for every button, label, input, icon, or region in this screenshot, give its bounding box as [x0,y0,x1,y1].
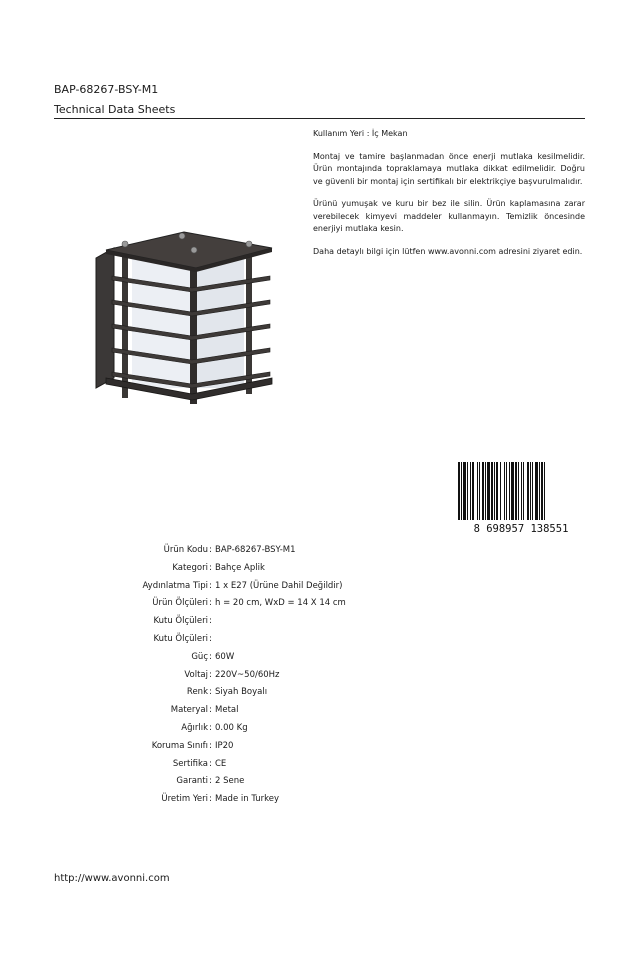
barcode-bar [541,462,543,520]
spec-value: BAP-68267-BSY-M1 [215,545,296,555]
spec-value: Made in Turkey [215,794,279,805]
barcode-bar [485,462,486,520]
barcode-bar [530,462,531,520]
spec-separator: : [209,651,212,662]
barcode-bar [506,462,507,520]
spec-separator: : [209,616,212,627]
spec-label: Renk [186,687,208,698]
spec-row [0,759,640,773]
spec-separator: : [209,669,212,680]
spec-row [0,634,640,648]
spec-value: h = 20 cm, WxD = 14 X 14 cm [215,598,346,609]
spec-row [0,563,640,577]
spec-row [0,687,640,701]
barcode-bar [482,462,484,520]
spec-separator: : [209,687,212,698]
spec-value: 60W [215,651,235,662]
barcode-bar [477,462,478,520]
barcode-bar [535,462,538,520]
spec-row [0,652,640,666]
spec-label: Güç [191,651,208,662]
barcode-number: 8 698957 138551 [473,523,569,534]
spec-separator: : [209,794,212,805]
spec-value: 2 Sene [215,776,245,787]
spec-value: IP20 [215,740,234,751]
barcode-bar [504,462,505,520]
spec-separator: : [209,598,212,609]
spec-label: Koruma Sınıfı [151,740,208,751]
spec-separator: : [209,545,212,555]
spec-label: Kategori [172,562,208,573]
spec-separator: : [209,758,212,769]
barcode-bar [496,462,498,520]
barcode-bar [532,462,533,520]
barcode-bar [539,462,540,520]
spec-row [0,616,640,630]
barcode-bar [470,462,471,520]
spec-value: Metal [215,705,239,716]
usage-location-text: Kullanım Yeri : İç Mekan [313,129,408,138]
more-info-text: Daha detaylı bilgi için lütfen www.avonni.com adresini ziyaret edin. [313,246,583,256]
product-image [92,228,280,410]
spec-row [0,794,640,808]
barcode-bar [487,462,490,520]
spec-value: 1 x E27 (Ürüne Dahil Değildir) [215,580,343,591]
spec-row [0,545,640,559]
barcode-bar [494,462,495,520]
spec-label: Kutu Ölçüleri [153,634,208,644]
spec-row [0,741,640,755]
website-link[interactable]: http://www.avonni.com [54,873,170,884]
spec-value: 220V~50/60Hz [215,669,280,680]
spec-label: Materyal [170,705,208,716]
header-divider [54,118,585,119]
spec-row [0,581,640,595]
spec-label: Garanti [176,776,208,787]
barcode-bar [467,462,468,520]
barcode-bar [511,462,514,520]
barcode-bar [544,462,545,520]
barcode-bar [515,462,517,520]
barcode-bar [509,462,510,520]
spec-separator: : [209,634,212,644]
spec-separator: : [209,580,212,591]
document-subtitle: Technical Data Sheets [54,103,176,116]
spec-label: Ağırlık [181,723,208,733]
barcode-bar [458,462,460,520]
spec-label: Voltaj [184,669,208,680]
spec-row [0,776,640,790]
spec-label: Sertifika [172,758,208,769]
spec-row [0,723,640,737]
barcode-bar [461,462,462,520]
spec-separator: : [209,776,212,787]
spec-separator: : [209,562,212,573]
barcode-bar [491,462,493,520]
spec-label: Kutu Ölçüleri [153,616,208,627]
spec-label: Ürün Kodu [163,545,208,555]
spec-row [0,705,640,719]
spec-separator: : [209,740,212,751]
spec-value: Siyah Boyalı [215,687,268,698]
barcode-bar [521,462,522,520]
barcode-bar [500,462,501,520]
notes-panel [313,128,585,268]
spec-row [0,598,640,612]
spec-separator: : [209,723,212,733]
barcode-bars [457,462,585,534]
safety-text: Montaj ve tamire başlanmadan önce enerji mutlaka kesilmelidir. Ürün montajında topraklamaya mutlaka dikkat edilmelidir. Doğru ve güvenli bir montaj için sertifikalı bir elektrikçiye başvurulmalıdır. [313,151,585,186]
barcode-bar [523,462,524,520]
spec-separator: : [209,705,212,716]
barcode-bar [472,462,474,520]
spec-value: CE [215,758,227,769]
barcode [457,462,585,534]
spec-value: Bahçe Aplik [215,562,265,573]
spec-value: 0.00 Kg [215,723,248,733]
barcode-bar [463,462,466,520]
spec-row [0,670,640,684]
barcode-bar [518,462,519,520]
cleaning-text: Ürünü yumuşak ve kuru bir bez ile silin. Ürün kaplamasına zarar verebilecek kimyevi maddeler kullanmayın. Temizlik öncesinde enerjiyi mutlaka kesin. [313,199,585,233]
barcode-bar [479,462,480,520]
spec-label: Ürün Ölçüleri [152,598,208,609]
spec-label: Aydınlatma Tipi [142,580,208,591]
spec-label: Üretim Yeri [161,794,208,805]
barcode-bar [527,462,529,520]
product-code-heading: BAP-68267-BSY-M1 [54,83,159,96]
